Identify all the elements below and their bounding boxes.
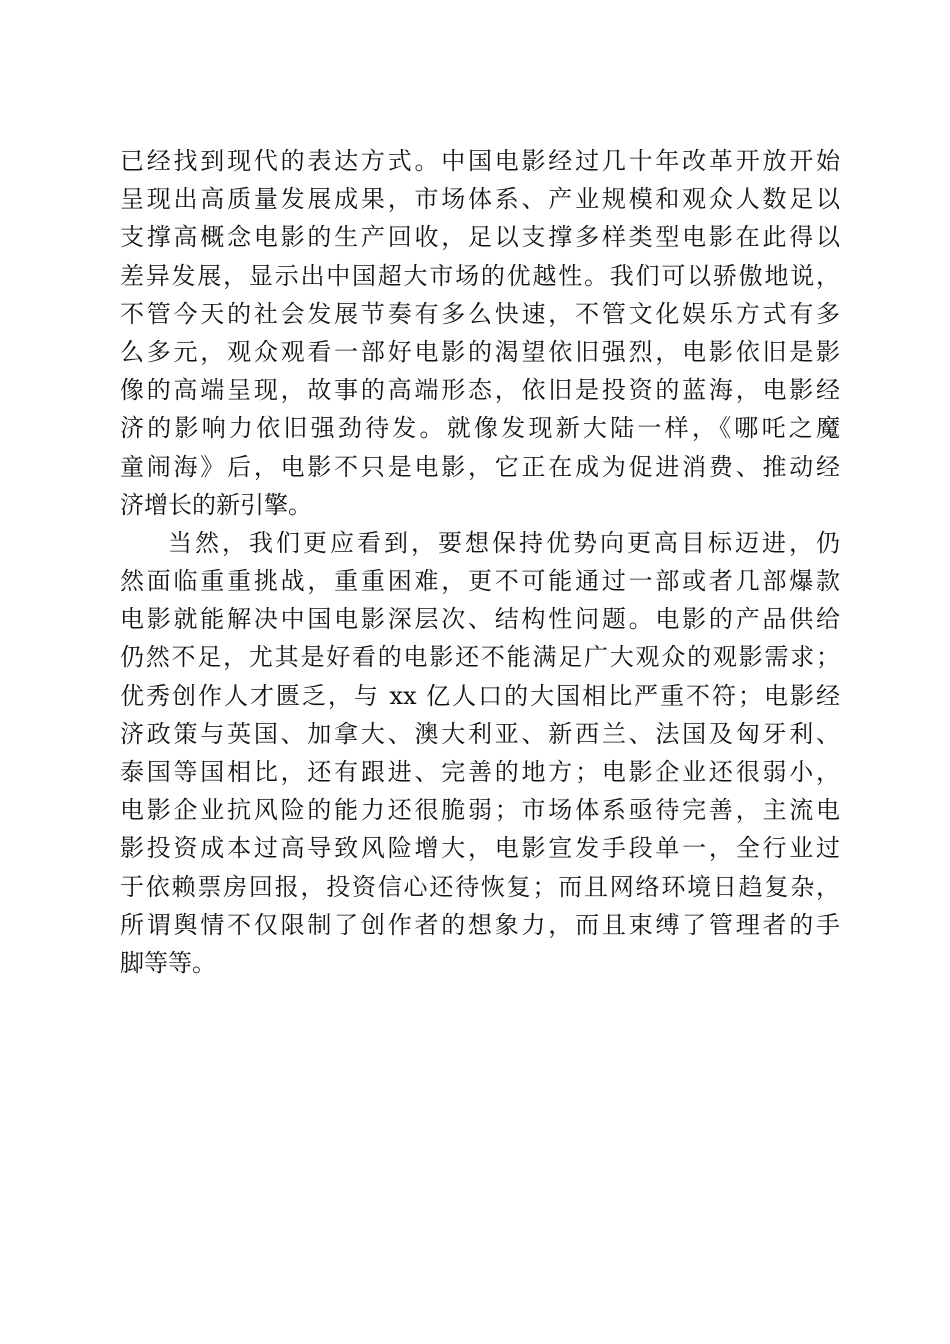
text-line: 电影就能解决中国电影深层次、结构性问题。电影的产品供给 xyxy=(120,605,840,634)
text-line-last: 济增长的新引擎。 xyxy=(120,490,312,519)
text-line: 差异发展，显示出中国超大市场的优越性。我们可以骄傲地说， xyxy=(120,261,840,290)
text-line: 么多元，观众观看一部好电影的渴望依旧强烈，电影依旧是影 xyxy=(120,337,840,366)
text-line: 影投资成本过高导致风险增大，电影宣发手段单一，全行业过 xyxy=(120,834,840,863)
text-line: 济的影响力依旧强劲待发。就像发现新大陆一样，《哪吒之魔 xyxy=(120,414,840,443)
text-line: 已经找到现代的表达方式。中国电影经过几十年改革开放开始 xyxy=(120,147,840,175)
text-line: 然面临重重挑战，重重困难，更不可能通过一部或者几部爆款 xyxy=(120,567,840,596)
text-line: 泰国等国相比，还有跟进、完善的地方；电影企业还很弱小， xyxy=(120,758,840,786)
text-line: 像的高端呈现，故事的高端形态，依旧是投资的蓝海，电影经 xyxy=(120,376,840,405)
text-line: 不管今天的社会发展节奏有多么快速，不管文化娱乐方式有多 xyxy=(120,299,840,328)
text-line: 呈现出高质量发展成果，市场体系、产业规模和观众人数足以 xyxy=(120,185,840,214)
text-line: 所谓舆情不仅限制了创作者的想象力，而且束缚了管理者的手 xyxy=(120,910,840,939)
text-line: 支撑高概念电影的生产回收，足以支撑多样类型电影在此得以 xyxy=(120,223,840,252)
document-body xyxy=(120,142,840,982)
paragraph-2 xyxy=(120,524,840,982)
text-line: 于依赖票房回报，投资信心还待恢复；而且网络环境日趋复杂， xyxy=(120,872,840,901)
text-line-first: 当然，我们更应看到，要想保持优势向更高目标迈进，仍 xyxy=(168,528,840,557)
text-line: 电影企业抗风险的能力还很脆弱；市场体系亟待完善，主流电 xyxy=(120,796,840,825)
paragraph-1 xyxy=(120,142,840,524)
text-line: 济政策与英国、加拿大、澳大利亚、新西兰、法国及匈牙利、 xyxy=(120,719,840,748)
text-line: 仍然不足，尤其是好看的电影还不能满足广大观众的观影需求； xyxy=(120,643,840,672)
text-line-last: 脚等等。 xyxy=(120,948,216,977)
text-line: 优秀创作人才匮乏，与 xx 亿人口的大国相比严重不符；电影经 xyxy=(120,681,840,710)
text-line: 童闹海》后，电影不只是电影，它正在成为促进消费、推动经 xyxy=(120,452,840,481)
